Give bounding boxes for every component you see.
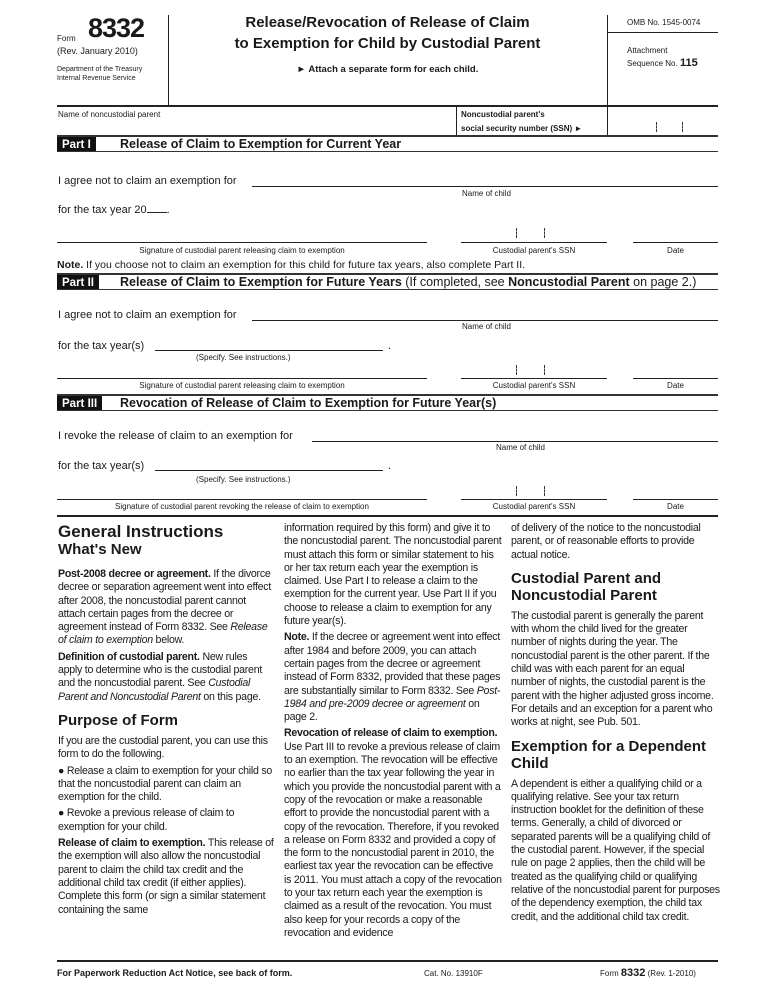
b: Revocation of release of claim to exemption.: [284, 727, 498, 740]
t: New rules apply to determine who is the custodial parent and the noncustodial parent. See: [58, 650, 263, 690]
period: .: [388, 340, 392, 352]
b: Note.: [284, 631, 310, 644]
signature-label: Signature of custodial parent revoking the release of claim to exemption: [115, 502, 369, 511]
agree-text: I agree not to claim an exemption for: [58, 175, 237, 187]
f: Form: [600, 969, 619, 978]
form-title-2: to Exemption for Child by Custodial Parent: [234, 35, 541, 52]
paragraph: information required by this form) and give it to the noncustodial parent. The noncustodial parent must attach this form or similar statement to his or her tax return each year the exemption is claimed. Use Part I to release a claim to the exemption for the current year. Use Part II if you choose to release a claim to exemption for any future year(s).: [284, 522, 502, 628]
agree-text: I agree not to claim an exemption for: [58, 309, 237, 321]
tax-years-field[interactable]: [155, 350, 383, 351]
revision: (Rev. January 2010): [57, 46, 138, 56]
sequence-text: Sequence No.: [627, 59, 678, 68]
signature-line[interactable]: [57, 378, 427, 379]
paragraph: of delivery of the notice to the noncustodial parent, or of reasonable efforts to provide actual notice.: [511, 522, 701, 561]
i: Post-1984 and pre-2009 decree or agreement: [284, 684, 501, 710]
footer-form: [600, 967, 696, 979]
child-name-field[interactable]: [252, 320, 718, 321]
note: [57, 259, 525, 272]
signature-label: Signature of custodial parent releasing claim to exemption: [139, 381, 345, 390]
part-2-tag: Part II: [57, 275, 99, 289]
part-3-title: Revocation of Release of Claim to Exemption for Future Year(s): [120, 396, 497, 410]
form-number: 8332: [88, 13, 145, 43]
t: below.: [152, 634, 185, 647]
instructions-column-1: [58, 522, 274, 920]
signature-line[interactable]: [57, 242, 427, 243]
specify-label: (Specify. See instructions.): [196, 475, 291, 484]
tax-year-field[interactable]: [147, 212, 167, 213]
part-1-title: Release of Claim to Exemption for Current Year: [120, 137, 402, 151]
ssn-line[interactable]: [461, 499, 607, 500]
form-title-1: Release/Revocation of Release of Claim: [245, 14, 530, 31]
i: Custodial Parent and Noncustodial Parent: [58, 677, 251, 703]
b: Definition of custodial parent.: [58, 650, 200, 663]
heading-general-instructions: General Instructions: [58, 522, 224, 541]
heading-whats-new: What's New: [58, 541, 142, 558]
ssn-label: Custodial parent's SSN: [492, 381, 576, 390]
ssn-label-2: social security number (SSN) ►: [461, 124, 583, 133]
cat-number: Cat. No. 13910F: [424, 969, 483, 978]
child-name-field[interactable]: [252, 186, 718, 187]
paperwork-notice: For Paperwork Reduction Act Notice, see back of form.: [57, 968, 293, 978]
p: Noncustodial Parent: [508, 275, 630, 289]
revoke-text: I revoke the release of claim to an exemption for: [58, 430, 293, 442]
t: If the decree or agreement went into effect after 1984 and before 2009, you can attach certain pages from the decree or agreement instead of Form 8332, provided that these pages are substantially similar to Form 8332. See: [284, 631, 501, 697]
form-label: Form: [57, 34, 76, 43]
p: (If completed, see: [401, 275, 509, 289]
heading-custodial: Custodial Parent and Noncustodial Parent: [511, 569, 662, 604]
paragraph: [284, 631, 502, 724]
heading-exemption: Exemption for a Dependent Child: [511, 737, 707, 772]
paragraph: If you are the custodial parent, you can use this form to do the following.: [58, 734, 268, 761]
noncustodial-name-field[interactable]: [58, 122, 454, 134]
tax-year-text: [58, 204, 170, 216]
t: This release of the exemption will also allow the noncustodial parent to claim the child tax credit and the additional child tax credit (if either applies). Complete this form (or sign a similar statement containing the same: [58, 837, 274, 916]
date-label: Date: [667, 381, 684, 390]
date-label: Date: [667, 502, 684, 511]
bullet: ● Revoke a previous release of claim to exemption for your child.: [58, 807, 235, 833]
bullet: ● Release a claim to exemption for your child so that the noncustodial parent can claim an exemption for the child.: [58, 764, 273, 804]
part-3-tag: Part III: [57, 396, 102, 410]
tax-years-label: for the tax year(s): [58, 460, 145, 472]
paragraph: [58, 568, 274, 648]
footer-rev: (Rev. 1-2010): [647, 969, 696, 978]
name-of-child-label: Name of child: [462, 189, 511, 198]
note-text: If you choose not to claim an exemption for this child for future tax years, also complete Part II.: [83, 259, 526, 271]
instructions-column-2: [284, 522, 502, 943]
specify-label: (Specify. See instructions.): [196, 353, 291, 362]
t: If the divorce decree or separation agreement went into effect after 2008, the noncustodial parent cannot attach certain pages from the decree or agreement instead of Form 8332. See: [58, 568, 272, 634]
date-line[interactable]: [633, 499, 718, 500]
paragraph: [58, 837, 274, 917]
omb-number: OMB No. 1545-0074: [627, 18, 701, 27]
p: on page 2.): [629, 275, 697, 289]
tax-years-label: for the tax year(s): [58, 340, 145, 352]
ssn-label: Custodial parent's SSN: [492, 502, 576, 511]
date-label: Date: [667, 246, 684, 255]
i: Release of claim to exemption: [58, 621, 268, 647]
attach-note: ► Attach a separate form for each child.: [296, 64, 479, 75]
signature-label: Signature of custodial parent releasing claim to exemption: [139, 246, 345, 255]
paragraph: The custodial parent is generally the parent with whom the child lived for the greater number of nights during the year. The noncustodial parent is the other parent. If the child was with each parent for an equal number of nights, the custodial parent is the parent with the higher adjusted gross income. For details and an exception for a parent who works at night, see Pub. 501.: [511, 609, 714, 729]
sequence-label: [627, 57, 698, 70]
attachment-label: Attachment: [627, 46, 668, 55]
noncustodial-ssn-field[interactable]: [610, 110, 716, 134]
date-line[interactable]: [633, 242, 718, 243]
b: Post-2008 decree or agreement.: [58, 568, 211, 580]
sequence-number: 115: [679, 57, 698, 69]
irs: Internal Revenue Service: [57, 75, 136, 82]
signature-line[interactable]: [57, 499, 427, 500]
date-line[interactable]: [633, 378, 718, 379]
t: on page 2.: [284, 697, 480, 724]
name-of-child-label: Name of child: [462, 322, 511, 331]
tax-year-label: for the tax year 20: [58, 204, 147, 216]
paragraph: A dependent is either a qualifying child or a qualifying relative. See your tax return instruction booklet for the definition of these terms. Generally, a child of divorced or separated parents will be a qualifying child of the custodial parent. However, if the special rule on page 2 applies, then the child will be treated as the qualifying child or qualifying relative of the noncustodial parent for purposes of the dependency exemption, the child tax credit, and the additional child tax credit.: [511, 777, 720, 923]
footer-form-number: 8332: [620, 967, 646, 979]
note-bold: Note.: [57, 259, 84, 271]
part-2-title: [120, 275, 696, 290]
part-1-header: [57, 135, 718, 152]
part-2-header: [57, 273, 718, 290]
period: .: [166, 204, 170, 216]
t: on this page.: [200, 690, 261, 703]
noncustodial-name-label: Name of noncustodial parent: [58, 110, 161, 119]
child-name-field[interactable]: [312, 441, 718, 442]
period: .: [388, 460, 392, 472]
b: Release of claim to exemption.: [58, 837, 206, 850]
instructions-column-3: [511, 522, 721, 927]
ssn-line[interactable]: [461, 242, 607, 243]
paragraph: [284, 727, 502, 940]
dept: Department of the Treasury: [57, 66, 143, 73]
paragraph: [58, 651, 274, 704]
name-of-child-label: Name of child: [496, 443, 545, 452]
t: Use Part III to revoke a previous release of claim to an exemption. The revocation will be effective no earlier than the tax year following the year in which you provide the noncustodial parent with a copy of the revocation or make a reasonable effort to provide the noncustodial parent with a copy of the revocation. Therefore, if you revoked a release on Form 8332 and provided a copy of the form to the noncustodial parent in 2010, the earliest tax year the revocation can be effective is 2011. You must attach a copy of the revocation to your tax return each year the exemption is claimed as a result of the revocation. You must also keep for your records a copy of the revocation and evidence: [284, 740, 502, 939]
tax-years-field[interactable]: [155, 470, 383, 471]
ssn-label-1: Noncustodial parent's: [461, 110, 545, 119]
part-3-header: [57, 394, 718, 411]
part-2-title-bold: Release of Claim to Exemption for Future Years: [120, 275, 402, 289]
ssn-line[interactable]: [461, 378, 607, 379]
ssn-label: Custodial parent's SSN: [492, 246, 576, 255]
part-1-tag: Part I: [57, 137, 96, 151]
heading-purpose: Purpose of Form: [58, 711, 179, 729]
